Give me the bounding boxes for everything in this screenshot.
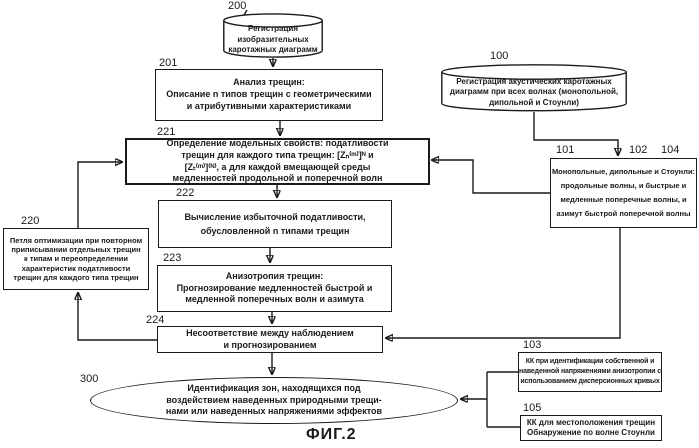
process-box-qc-stoneley-text: КК для местоположения трещин Обнаружение по волне Стоунли (526, 417, 656, 437)
ref-label-200: 200 (228, 0, 247, 12)
datastore-sonic-logs-text: Регистрация акустических каротажных диаграмм при всех волнах (монопольной, дипольной и Стоунли) (449, 76, 619, 107)
figure-caption: ФИГ.2 (306, 426, 357, 443)
ref-label-105: 105 (523, 402, 542, 414)
ref-label-300: 300 (80, 373, 99, 385)
connector-220-to-221-loop (78, 162, 122, 228)
process-box-qc-anisotropy (518, 352, 662, 392)
process-box-mismatch (157, 326, 383, 353)
datastore-image-logs-text: Регистрация изобразительных каротажных диаграмм (228, 24, 318, 55)
ref-label-102: 102 (629, 144, 648, 156)
ref-label-224: 224 (146, 314, 165, 326)
process-box-model-properties (125, 138, 430, 185)
process-box-fracture-anisotropy-text: Анизотропия трещин: Прогнозирование медленностей быстрой и медленной поперечных волн и азимута (176, 270, 373, 305)
ref-label-222: 222 (176, 187, 195, 199)
ref-label-201: 201 (159, 57, 178, 69)
ref-label-104: 104 (661, 144, 680, 156)
ref-label-101: 101 (556, 144, 575, 156)
process-box-optimization-loop (3, 228, 149, 290)
process-box-fracture-anisotropy (157, 265, 392, 312)
process-box-fracture-analysis (155, 69, 383, 121)
process-box-qc-anisotropy-text: КК при идентификации собственной и наведенной напряжениями анизотропии с использованием дисперсионных кривых (519, 357, 661, 386)
process-box-model-properties-text: Определение модельных свойств: податливости трещин для каждого типа трещин: [Zₙ⁽ᵐ⁾]ᴺ и [Zₜ⁽ᵐ⁾]⁽ᴺ⁾, а для каждой вмещающей среды медленностей продольной и поперечной волн (166, 138, 389, 184)
ref-label-100: 100 (490, 50, 509, 62)
datastore-image-logs (223, 13, 323, 58)
ref-label-221: 221 (157, 126, 176, 138)
terminator-zone-identification (90, 377, 458, 424)
ref-label-103: 103 (523, 339, 542, 351)
process-box-excess-compliance-text: Вычисление избыточной податливости, обусловленной n типами трещин (184, 211, 366, 236)
process-box-wave-modes (550, 158, 697, 228)
process-box-qc-stoneley (520, 415, 662, 441)
connector-100-to-102 (534, 112, 618, 155)
terminator-zone-identification-text: Идентификация зон, находящихся под воздействием наведенных природными трещи- нами или наведенных напряжениями эффектов (165, 382, 383, 417)
ref-label-220: 220 (21, 215, 40, 227)
process-box-excess-compliance (158, 200, 392, 248)
connector-102-to-221 (432, 160, 550, 193)
process-box-wave-modes-text: Монопольные, дипольные и Стоунли: продольные волны, и быстрые и медленные поперечные волны, и азимут быстрой поперечной волны (551, 166, 696, 219)
datastore-sonic-logs (441, 64, 627, 112)
process-box-mismatch-text: Несоответствие между наблюдением и прогнозированием (186, 327, 354, 350)
process-box-optimization-loop-text: Петля оптимизации при повторном приписывании отдельных трещин к типам и переопределении характеристик податливости трещин для каждого типа трещин (9, 235, 143, 283)
process-box-fracture-analysis-text: Анализ трещин: Описание n типов трещин с геометрическими и атрибутивными характеристиками (166, 77, 372, 111)
connector-102-to-224 (386, 228, 620, 338)
ref-label-223: 223 (163, 252, 182, 264)
